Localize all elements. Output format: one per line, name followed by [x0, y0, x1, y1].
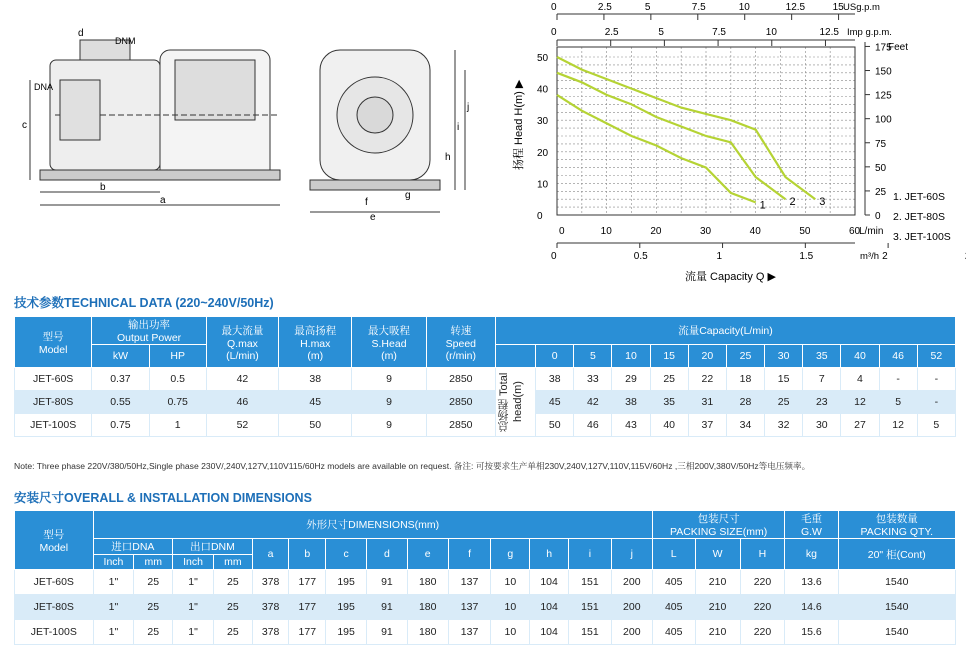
dh-dnm-mm: mm [213, 555, 252, 570]
cell-dim-a: 378 [252, 570, 289, 595]
cell-dim-f: 137 [448, 595, 491, 620]
cell-dim-b: 177 [289, 570, 326, 595]
cell-head-value: - [879, 368, 917, 391]
cell-head-value: 15 [765, 368, 803, 391]
cell-head-value: 45 [536, 391, 574, 414]
cell-head-value: 18 [726, 368, 764, 391]
cell-head-value: 12 [879, 414, 917, 437]
dh-dnm-inch: Inch [173, 555, 214, 570]
cell-speed: 2850 [426, 414, 495, 437]
total-head-label: 总扬程 Total head(m) [497, 372, 524, 432]
cell-head-value: 23 [803, 391, 841, 414]
y-m-tick-label: 40 [537, 84, 549, 96]
cell-total-head [495, 368, 535, 437]
cell-pack: 220 [740, 595, 785, 620]
cell-dim-e: 180 [407, 620, 448, 645]
x-lmin-tick-label: 40 [749, 226, 761, 237]
cell-head-value: 27 [841, 414, 879, 437]
cell-model: JET-80S [15, 595, 94, 620]
usgpm-tick-label: 10 [738, 2, 750, 13]
cell-head-value: 29 [612, 368, 650, 391]
cell-dim-a: 378 [252, 595, 289, 620]
cell-model: JET-100S [15, 620, 94, 645]
tech-data-table [14, 316, 956, 437]
th-cap-col: 0 [536, 345, 574, 368]
cell-dim-e: 180 [407, 570, 448, 595]
th-cap-col: 25 [726, 345, 764, 368]
impgpm-tick-label: 7.5 [712, 27, 726, 38]
dh-packing: 包装尺寸 PACKING SIZE(mm) [652, 511, 785, 539]
cell-dim-h: 104 [530, 595, 569, 620]
cell-pack: 405 [652, 570, 695, 595]
cell-dna-mm: 25 [134, 620, 173, 645]
dh-dna-mm: mm [134, 555, 173, 570]
cell-head-value: 43 [612, 414, 650, 437]
dims-title: 安装尺寸OVERALL & INSTALLATION DIMENSIONS [14, 491, 312, 505]
cell-model: JET-60S [15, 570, 94, 595]
dim-label-b: b [100, 182, 106, 193]
feet-tick-label: 0 [875, 211, 881, 222]
cell-head-value: 28 [726, 391, 764, 414]
cell-dim-g: 10 [491, 620, 530, 645]
y-m-tick-label: 10 [537, 179, 549, 191]
dim-label-h: h [445, 152, 451, 163]
dh-pack-col: W [695, 539, 740, 570]
cell-qmax: 52 [206, 414, 278, 437]
series-tag-label: 2 [789, 196, 796, 209]
m3h-tick-label: 0.5 [633, 251, 648, 262]
cell-shead: 9 [352, 391, 426, 414]
usgpm-tick-label: 7.5 [691, 2, 706, 13]
cell-head-value: 32 [765, 414, 803, 437]
feet-tick-label: 125 [875, 90, 892, 102]
x-lmin-tick-label: 20 [650, 226, 662, 237]
feet-tick-label: 25 [875, 186, 887, 198]
feet-tick-label: 175 [875, 42, 892, 54]
dh-pack-col: L [652, 539, 695, 570]
cell-head-value: - [917, 391, 955, 414]
cell-model: JET-60S [15, 368, 92, 391]
dh-letter: d [367, 539, 408, 570]
impgpm-tick-label: 2.5 [604, 27, 619, 38]
th-blank [495, 345, 535, 368]
cell-kw: 0.75 [92, 414, 149, 437]
cell-dim-d: 91 [367, 570, 408, 595]
cell-dim-i: 151 [569, 595, 612, 620]
dims-table-row [15, 620, 956, 645]
cell-head-value: 5 [879, 391, 917, 414]
cell-dim-g: 10 [491, 570, 530, 595]
usgpm-tick-label: 12.5 [785, 2, 806, 13]
th-capacity: 流量Capacity(L/min) [495, 317, 955, 345]
cell-dnm-mm: 25 [213, 620, 252, 645]
dim-label-j: j [467, 102, 470, 113]
m3h-unit: m³/h [860, 251, 879, 262]
cell-hmax: 45 [279, 391, 352, 414]
cell-head-value: 22 [688, 368, 726, 391]
dh-letter: a [252, 539, 289, 570]
cell-head-value: 4 [841, 368, 879, 391]
legend-entry: 2. JET-80S [893, 211, 945, 223]
th-cap-col: 20 [688, 345, 726, 368]
dh-letter: e [407, 539, 448, 570]
feet-unit: Feet [888, 42, 909, 53]
feet-tick-label: 100 [875, 114, 892, 126]
performance-curve-chart [500, 0, 966, 290]
th-qmax: 最大流量 Q.max (L/min) [206, 317, 278, 368]
dh-letter: f [448, 539, 491, 570]
cell-kw: 0.37 [92, 368, 149, 391]
impgpm-tick-label: 12.5 [819, 27, 839, 38]
pump-front-view-drawing [305, 40, 475, 220]
dh-letter: b [289, 539, 326, 570]
cell-dim-h: 104 [530, 620, 569, 645]
dh-kg: kg [785, 539, 838, 570]
cell-head-value: 12 [841, 391, 879, 414]
m3h-tick-label: 1 [716, 251, 723, 262]
x-lmin-tick-label: 0 [559, 226, 565, 237]
cell-dim-j: 200 [611, 595, 652, 620]
cell-head-value: 42 [574, 391, 612, 414]
cell-head-value: 25 [765, 391, 803, 414]
dh-gw: 毛重 G.W [785, 511, 838, 539]
cell-qty: 1540 [838, 595, 956, 620]
dh-letter: i [569, 539, 612, 570]
cell-dnm-inch: 1" [173, 595, 214, 620]
cell-hmax: 50 [279, 414, 352, 437]
th-cap-col: 40 [841, 345, 879, 368]
cell-pack: 220 [740, 570, 785, 595]
th-cap-col: 5 [574, 345, 612, 368]
impgpm-tick-label: 0 [551, 27, 557, 38]
cell-pack: 210 [695, 595, 740, 620]
th-cap-col: 46 [879, 345, 917, 368]
cell-dim-j: 200 [611, 620, 652, 645]
cell-head-value: 37 [688, 414, 726, 437]
impgpm-unit: Imp g.p.m. [847, 27, 892, 38]
dim-label-d: d [78, 28, 84, 39]
tech-table-row [15, 391, 956, 414]
dh-dna: 进口DNA [93, 539, 173, 555]
cell-head-value: 5 [917, 414, 955, 437]
cell-shead: 9 [352, 368, 426, 391]
y-m-tick-label: 30 [537, 116, 549, 128]
cell-dim-c: 195 [326, 570, 367, 595]
cell-dim-d: 91 [367, 595, 408, 620]
impgpm-tick-label: 10 [765, 27, 777, 38]
tech-table-row [15, 414, 956, 437]
dh-model: 型号 Model [15, 511, 94, 570]
dim-label-dnm: DNM [115, 36, 136, 46]
voltage-note: Note: Three phase 220V/380/50Hz,Single phase 230V/,240V,127V,110V115/60Hz models are available on request. 备注: 可按要求生产单相230V,240V,127V,110V,115V/60Hz ,三相200V,380V/50Hz等电压频率。 [14, 461, 811, 471]
cell-head-value: 35 [650, 391, 688, 414]
cell-dim-c: 195 [326, 595, 367, 620]
dims-table-row [15, 595, 956, 620]
th-shead: 最大吸程 S.Head (m) [352, 317, 426, 368]
dim-label-f: f [365, 197, 368, 208]
cell-dna-inch: 1" [93, 570, 134, 595]
x-lmin-tick-label: 60 [849, 226, 861, 237]
cell-dnm-inch: 1" [173, 620, 214, 645]
top-section [0, 0, 966, 290]
cell-qty: 1540 [838, 570, 956, 595]
y-axis-title: 扬程 Head H(m) ▶ [513, 79, 525, 170]
m3h-tick-label: 0 [551, 251, 557, 262]
cell-dim-h: 104 [530, 570, 569, 595]
series-tag-label: 1 [759, 199, 766, 212]
cell-gw: 15.6 [785, 620, 838, 645]
usgpm-tick-label: 0 [551, 2, 557, 13]
dim-label-e: e [370, 212, 376, 220]
dim-label-c: c [22, 120, 27, 131]
cell-dim-d: 91 [367, 620, 408, 645]
cell-pack: 220 [740, 620, 785, 645]
cell-dnm-mm: 25 [213, 595, 252, 620]
dim-label-dna: DNA [34, 82, 54, 92]
cell-pack: 405 [652, 620, 695, 645]
cell-pack: 210 [695, 620, 740, 645]
cell-hmax: 38 [279, 368, 352, 391]
cell-dim-j: 200 [611, 570, 652, 595]
y-m-tick-label: 20 [537, 147, 549, 159]
cell-qmax: 42 [206, 368, 278, 391]
cell-dna-mm: 25 [134, 595, 173, 620]
usgpm-tick-label: 5 [644, 2, 651, 13]
cell-head-value: 40 [650, 414, 688, 437]
feet-tick-label: 50 [875, 162, 887, 174]
cell-hp: 0.75 [149, 391, 206, 414]
cell-dim-f: 137 [448, 620, 491, 645]
feet-tick-label: 150 [875, 66, 892, 78]
th-model: 型号 Model [15, 317, 92, 368]
th-cap-col: 52 [917, 345, 955, 368]
dh-qty: 包装数量 PACKING QTY. [838, 511, 956, 539]
cell-dim-i: 151 [569, 570, 612, 595]
cell-pack: 405 [652, 595, 695, 620]
th-cap-col: 35 [803, 345, 841, 368]
th-cap-col: 15 [650, 345, 688, 368]
cell-dnm-mm: 25 [213, 570, 252, 595]
m3h-tick-label: 2 [882, 251, 888, 262]
cell-head-value: 38 [536, 368, 574, 391]
cell-kw: 0.55 [92, 391, 149, 414]
cell-dim-a: 378 [252, 620, 289, 645]
legend-entry: 1. JET-60S [893, 191, 945, 203]
cell-head-value: 31 [688, 391, 726, 414]
tech-table-row [15, 368, 956, 391]
cell-dim-c: 195 [326, 620, 367, 645]
x-lmin-tick-label: 10 [600, 226, 612, 237]
dh-letter: g [491, 539, 530, 570]
dim-label-i: i [457, 122, 460, 133]
th-cap-col: 30 [765, 345, 803, 368]
cell-head-value: 30 [803, 414, 841, 437]
cell-pack: 210 [695, 570, 740, 595]
dh-dnm: 出口DNM [173, 539, 253, 555]
x-lmin-unit: L/min [859, 226, 884, 237]
cell-gw: 13.6 [785, 570, 838, 595]
cell-hp: 1 [149, 414, 206, 437]
dh-cont: 20" 柜(Cont) [838, 539, 956, 570]
dh-letter: c [326, 539, 367, 570]
series-line-jet-80s [557, 73, 786, 199]
dh-pack-col: H [740, 539, 785, 570]
cell-dim-g: 10 [491, 595, 530, 620]
cell-speed: 2850 [426, 368, 495, 391]
cell-head-value: 7 [803, 368, 841, 391]
cell-head-value: 46 [574, 414, 612, 437]
dimensions-table [14, 510, 956, 645]
cell-hp: 0.5 [149, 368, 206, 391]
feet-tick-label: 75 [875, 138, 887, 150]
cell-dim-b: 177 [289, 620, 326, 645]
legend-entry: 3. JET-100S [893, 231, 951, 243]
impgpm-tick-label: 5 [658, 27, 664, 38]
cell-gw: 14.6 [785, 595, 838, 620]
dh-letter: h [530, 539, 569, 570]
cell-head-value: 34 [726, 414, 764, 437]
m3h-tick-label: 1.5 [799, 251, 814, 262]
cell-dim-f: 137 [448, 570, 491, 595]
cell-qty: 1540 [838, 620, 956, 645]
cell-model: JET-100S [15, 414, 92, 437]
cell-head-value: 50 [536, 414, 574, 437]
cell-head-value: 25 [650, 368, 688, 391]
th-hmax: 最高扬程 H.max (m) [279, 317, 352, 368]
x-lmin-tick-label: 50 [799, 226, 811, 237]
cell-dim-i: 151 [569, 620, 612, 645]
cell-head-value: 38 [612, 391, 650, 414]
cell-dna-mm: 25 [134, 570, 173, 595]
dh-dimensions: 外形尺寸DIMENSIONS(mm) [93, 511, 652, 539]
series-tag-label: 3 [819, 196, 826, 209]
cell-dnm-inch: 1" [173, 570, 214, 595]
dims-table-row [15, 570, 956, 595]
dh-letter: j [611, 539, 652, 570]
cell-qmax: 46 [206, 391, 278, 414]
cell-head-value: - [917, 368, 955, 391]
cell-dna-inch: 1" [93, 595, 134, 620]
x-lmin-tick-label: 30 [700, 226, 712, 237]
cell-model: JET-80S [15, 391, 92, 414]
th-cap-col: 10 [612, 345, 650, 368]
pump-side-view-drawing [20, 20, 300, 220]
cell-dna-inch: 1" [93, 620, 134, 645]
usgpm-tick-label: 15 [832, 2, 844, 13]
usgpm-tick-label: 2.5 [597, 2, 612, 13]
dim-label-a: a [160, 195, 166, 206]
th-kw: kW [92, 345, 149, 368]
cell-speed: 2850 [426, 391, 495, 414]
cell-dim-e: 180 [407, 595, 448, 620]
cell-head-value: 33 [574, 368, 612, 391]
th-output-power: 输出功率 Output Power [92, 317, 206, 345]
x-axis-title: 流量 Capacity Q ▶ [685, 271, 776, 283]
dim-label-g: g [405, 190, 411, 201]
tech-data-title: 技术参数TECHNICAL DATA (220~240V/50Hz) [14, 296, 274, 310]
cell-shead: 9 [352, 414, 426, 437]
usgpm-unit: USg.p.m [843, 2, 880, 13]
cell-dim-b: 177 [289, 595, 326, 620]
dh-dna-inch: Inch [93, 555, 134, 570]
y-m-tick-label: 0 [537, 211, 543, 222]
y-m-tick-label: 50 [537, 53, 549, 64]
th-speed: 转速 Speed (r/min) [426, 317, 495, 368]
th-hp: HP [149, 345, 206, 368]
